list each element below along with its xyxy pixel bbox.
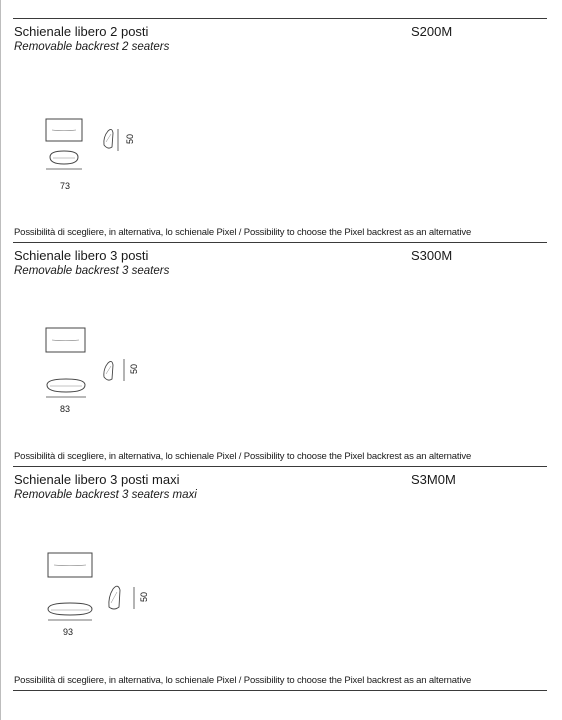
backrest-note: Possibilità di scegliere, in alternativa, lo schienale Pixel / Possibility to choose the Pixel backrest as an alternative: [14, 451, 472, 462]
product-section-s200m: [0, 19, 562, 243]
product-code: S300M: [411, 248, 453, 263]
backrest-drawing: [40, 109, 150, 209]
product-subtitle: Removable backrest 3 seaters maxi: [14, 489, 197, 501]
backrest-top-view: [50, 151, 78, 164]
product-title: Schienale libero 2 posti: [14, 24, 149, 39]
backrest-drawing: [40, 557, 150, 657]
height-dimension: 50: [125, 133, 136, 145]
backrest-front-view: [46, 119, 82, 141]
backrest-front-view: [46, 328, 85, 352]
backrest-seam: [52, 340, 79, 341]
height-dimension: 50: [139, 591, 150, 603]
backrest-drawing-svg: [40, 109, 150, 209]
width-dimension: 73: [60, 181, 71, 191]
backrest-top-view: [47, 379, 85, 392]
backrest-seam: [52, 130, 76, 131]
width-dimension: 83: [60, 404, 71, 414]
product-code: S3M0M: [411, 472, 456, 487]
backrest-seam: [54, 565, 86, 566]
backrest-top-view: [48, 603, 92, 615]
backrest-note: Possibilità di scegliere, in alternativa, lo schienale Pixel / Possibility to choose the Pixel backrest as an alternative: [14, 675, 472, 686]
width-dimension: 93: [63, 627, 74, 637]
backrest-side-view: [109, 586, 120, 609]
backrest-side-view: [104, 361, 113, 380]
product-subtitle: Removable backrest 3 seaters: [14, 265, 170, 277]
backrest-drawing-svg: [40, 557, 150, 657]
product-title: Schienale libero 3 posti maxi: [14, 472, 180, 487]
product-subtitle: Removable backrest 2 seaters: [14, 41, 170, 53]
backrest-drawing-svg: [40, 333, 150, 433]
backrest-note: Possibilità di scegliere, in alternativa, lo schienale Pixel / Possibility to choose the Pixel backrest as an alternative: [14, 227, 472, 238]
product-section-s300m: [0, 243, 562, 467]
backrest-side-view: [104, 129, 113, 148]
backrest-drawing: [40, 333, 150, 433]
product-section-s3m0m: [0, 467, 562, 691]
height-dimension: 50: [129, 363, 140, 375]
product-code: S200M: [411, 24, 453, 39]
product-title: Schienale libero 3 posti: [14, 248, 149, 263]
